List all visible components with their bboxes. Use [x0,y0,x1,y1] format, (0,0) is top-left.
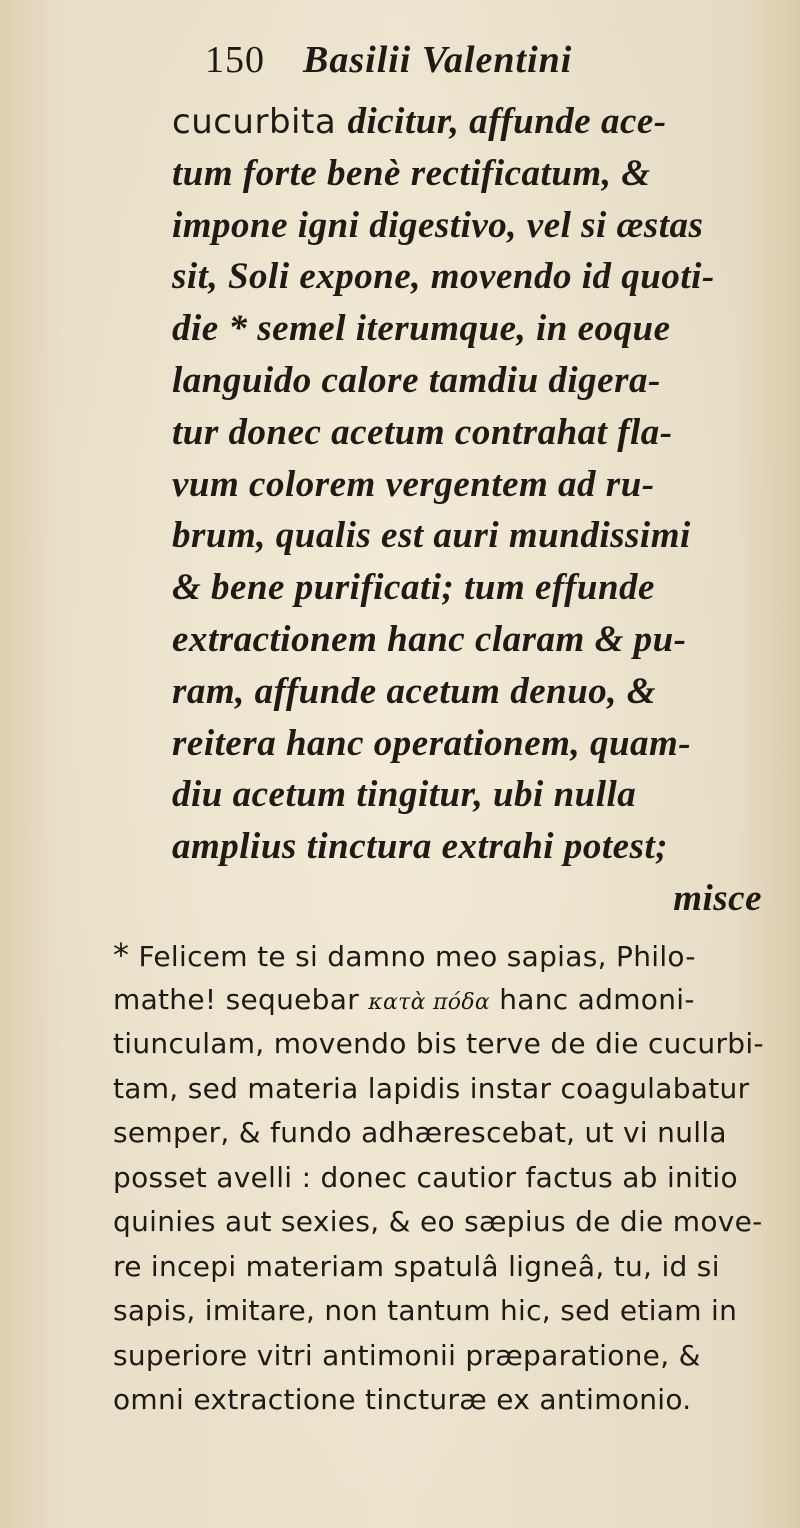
footnote-text: hanc admoni- [490,982,695,1016]
page-header [205,38,572,98]
footnote-line: posset avelli : donec cautior factus ab initio [113,1160,738,1194]
footnote-line [113,978,785,1023]
footnote-line: semper, & fundo adhærescebat, ut vi nulla [113,1116,727,1149]
footnote-line: tam, sed materia lapidis instar coagulabatur [113,1071,750,1105]
text-line: languido calore tamdiu digera- [172,359,661,401]
footnote-text: mathe! sequebar [113,982,369,1016]
text-italic: dicitur, affunde ace- [347,101,667,142]
catchword: misce [673,877,762,919]
text-line: impone igni digestivo, vel si æstas [172,204,704,246]
footnote-line: sapis, imitare, non tantum hic, sed etiam in [113,1294,738,1327]
page-number: 150 [205,39,265,81]
text-line: sit, Soli expone, movendo id quoti- [172,256,715,298]
main-text-block [172,96,772,925]
text-line: ram, affunde acetum denuo, & [172,670,657,712]
text-line: & bene purificati; tum effunde [172,567,655,609]
footnote-line: re incepi materiam spatulâ ligneâ, tu, id si [113,1249,720,1283]
running-title: Basilii Valentini [303,39,573,81]
text-line: tum forte benè rectificatum, & [172,152,651,194]
text-line: die * semel iterumque, in eoque [172,308,671,350]
text-line: tur donec acetum contrahat fla- [172,411,673,453]
footnote-line: tiunculam, movendo bis terve de die cucurbi- [113,1027,764,1060]
footnote-line: omni extractione tincturæ ex antimonio. [113,1383,692,1416]
text-line: amplius tinctura extrahi potest; [172,826,669,868]
text-line: extractionem hanc claram & pu- [172,618,687,660]
text-line: reitera hanc operationem, quam- [172,722,692,764]
text-line: vum colorem vergentem ad ru- [172,463,655,505]
text-line [172,96,772,148]
footnote-line: quinies aut sexies, & eo sæpius de die move- [113,1205,763,1238]
footnote-line [113,933,785,978]
footnote-marker: * [113,936,130,974]
text-line: diu acetum tingitur, ubi nulla [172,774,637,816]
footnote-line: superiore vitri antimonii præparatione, & [113,1338,701,1372]
footnote-text: Felicem te si damno meo sapias, Philo- [138,940,696,973]
footnote [113,933,785,1423]
text-line: brum, qualis est auri mundissimi [172,515,691,557]
greek-phrase: κατὰ πόδα [368,989,491,1015]
text-roman: cucurbita [172,102,348,142]
